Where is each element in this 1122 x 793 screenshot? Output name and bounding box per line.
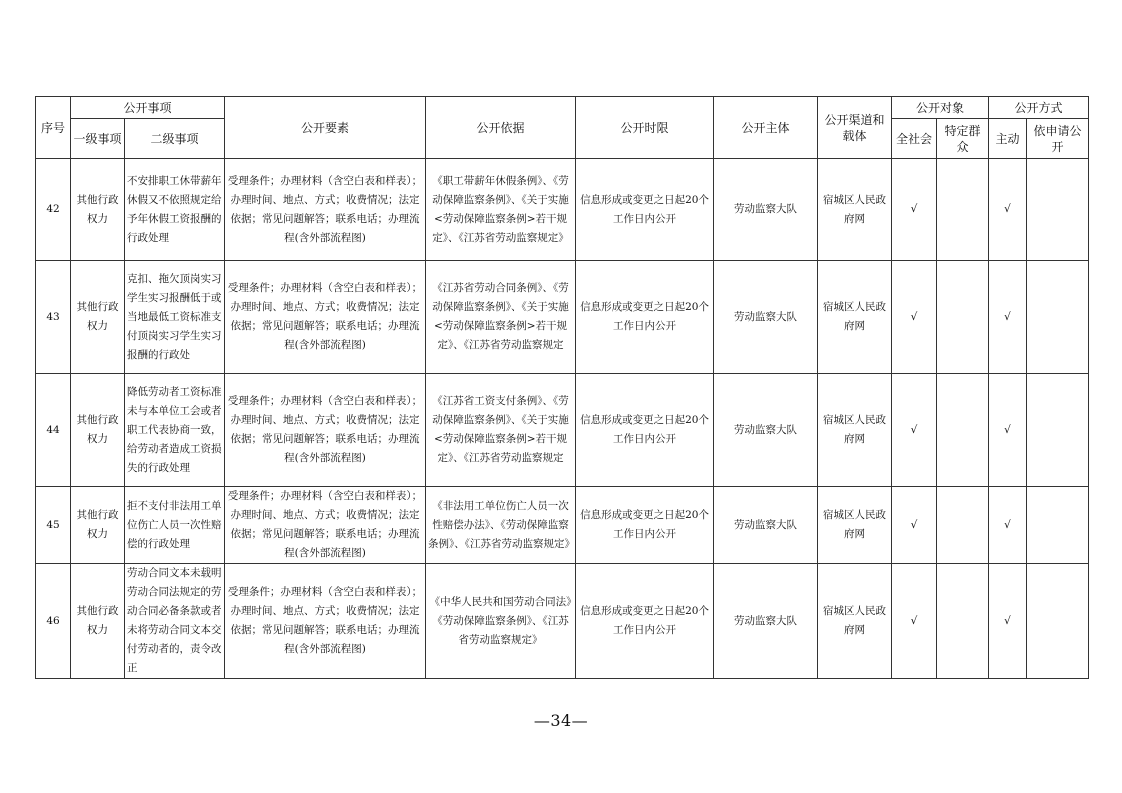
row-subject: 劳动监察大队	[714, 159, 818, 261]
row-no: 42	[36, 159, 71, 261]
header-subject: 公开主体	[714, 97, 818, 159]
row-level1: 其他行政权力	[71, 487, 125, 564]
row-no: 45	[36, 487, 71, 564]
row-mode-active: √	[989, 374, 1027, 487]
table-row	[36, 564, 1089, 679]
table-row	[36, 261, 1089, 374]
table-row	[36, 374, 1089, 487]
row-no: 46	[36, 564, 71, 679]
row-basis: 《江苏省工资支付条例》、《劳动保障监察条例》、《关于实施<劳动保障监察条例>若干规定》、《江苏省劳动监察规定	[426, 374, 576, 487]
row-subject: 劳动监察大队	[714, 374, 818, 487]
row-mode-active: √	[989, 564, 1027, 679]
row-level1: 其他行政权力	[71, 374, 125, 487]
header-time-limit: 公开时限	[576, 97, 714, 159]
row-target-specific	[937, 487, 989, 564]
row-target-specific	[937, 374, 989, 487]
row-target-specific	[937, 261, 989, 374]
row-no: 43	[36, 261, 71, 374]
row-target-specific	[937, 159, 989, 261]
row-level2: 拒不支付非法用工单位伤亡人员一次性赔偿的行政处理	[125, 487, 225, 564]
row-elements: 受理条件；办理材料（含空白表和样表）；办理时间、地点、方式；收费情况；法定依据；常见问题解答；联系电话；办理流程(含外部流程图)	[225, 487, 426, 564]
table-header	[36, 97, 1089, 159]
header-mode-apply: 依申请公开	[1027, 119, 1089, 159]
header-target-specific: 特定群众	[937, 119, 989, 159]
row-basis: 《江苏省劳动合同条例》、《劳动保障监察条例》、《关于实施<劳动保障监察条例>若干规定》、《江苏省劳动监察规定	[426, 261, 576, 374]
row-time-limit: 信息形成或变更之日起20个工作日内公开	[576, 159, 714, 261]
row-level2: 劳动合同文本未载明劳动合同法规定的劳动合同必备条款或者未将劳动合同文本交付劳动者的，责令改正	[125, 564, 225, 679]
row-target-specific	[937, 564, 989, 679]
row-level2: 不安排职工休带薪年休假又不依照规定给予年休假工资报酬的行政处理	[125, 159, 225, 261]
row-target-all: √	[892, 487, 937, 564]
row-level2: 克扣、拖欠顶岗实习学生实习报酬低于或当地最低工资标准支付顶岗实习学生实习报酬的行政处	[125, 261, 225, 374]
row-mode-apply	[1027, 564, 1089, 679]
row-time-limit: 信息形成或变更之日起20个工作日内公开	[576, 261, 714, 374]
row-mode-apply	[1027, 261, 1089, 374]
row-no: 44	[36, 374, 71, 487]
row-basis: 《中华人民共和国劳动合同法》《劳动保障监察条例》、《江苏省劳动监察规定》	[426, 564, 576, 679]
row-mode-apply	[1027, 159, 1089, 261]
row-channel: 宿城区人民政府网	[818, 487, 892, 564]
row-subject: 劳动监察大队	[714, 487, 818, 564]
row-elements: 受理条件；办理材料（含空白表和样表）；办理时间、地点、方式；收费情况；法定依据；常见问题解答；联系电话；办理流程(含外部流程图)	[225, 564, 426, 679]
row-channel: 宿城区人民政府网	[818, 564, 892, 679]
header-level2: 二级事项	[125, 119, 225, 159]
disclosure-table	[35, 96, 1089, 679]
row-basis: 《职工带薪年休假条例》、《劳动保障监察条例》、《关于实施<劳动保障监察条例>若干规定》、《江苏省劳动监察规定》	[426, 159, 576, 261]
row-mode-apply	[1027, 487, 1089, 564]
page-number: —34—	[533, 711, 589, 730]
header-target: 公开对象	[892, 97, 989, 119]
row-channel: 宿城区人民政府网	[818, 159, 892, 261]
row-basis: 《非法用工单位伤亡人员一次性赔偿办法》、《劳动保障监察条例》、《江苏省劳动监察规定》	[426, 487, 576, 564]
row-target-all: √	[892, 564, 937, 679]
header-mode: 公开方式	[989, 97, 1089, 119]
row-level1: 其他行政权力	[71, 564, 125, 679]
row-mode-active: √	[989, 487, 1027, 564]
row-mode-apply	[1027, 374, 1089, 487]
row-level2: 降低劳动者工资标准未与本单位工会或者职工代表协商一致，给劳动者造成工资损失的行政处理	[125, 374, 225, 487]
header-matter: 公开事项	[71, 97, 225, 119]
header-mode-active: 主动	[989, 119, 1027, 159]
header-channel: 公开渠道和载体	[818, 97, 892, 159]
row-target-all: √	[892, 159, 937, 261]
row-subject: 劳动监察大队	[714, 261, 818, 374]
header-elements: 公开要素	[225, 97, 426, 159]
row-mode-active: √	[989, 159, 1027, 261]
row-subject: 劳动监察大队	[714, 564, 818, 679]
row-time-limit: 信息形成或变更之日起20个工作日内公开	[576, 564, 714, 679]
row-elements: 受理条件；办理材料（含空白表和样表）；办理时间、地点、方式；收费情况；法定依据；常见问题解答；联系电话；办理流程(含外部流程图)	[225, 159, 426, 261]
row-level1: 其他行政权力	[71, 159, 125, 261]
row-mode-active: √	[989, 261, 1027, 374]
row-target-all: √	[892, 374, 937, 487]
table-row	[36, 159, 1089, 261]
header-target-all: 全社会	[892, 119, 937, 159]
row-elements: 受理条件；办理材料（含空白表和样表）；办理时间、地点、方式；收费情况；法定依据；常见问题解答；联系电话；办理流程(含外部流程图)	[225, 374, 426, 487]
row-target-all: √	[892, 261, 937, 374]
header-level1: 一级事项	[71, 119, 125, 159]
header-basis: 公开依据	[426, 97, 576, 159]
row-time-limit: 信息形成或变更之日起20个工作日内公开	[576, 374, 714, 487]
table-row	[36, 487, 1089, 564]
row-elements: 受理条件；办理材料（含空白表和样表）；办理时间、地点、方式；收费情况；法定依据；常见问题解答；联系电话；办理流程(含外部流程图)	[225, 261, 426, 374]
row-level1: 其他行政权力	[71, 261, 125, 374]
row-channel: 宿城区人民政府网	[818, 261, 892, 374]
header-no: 序号	[36, 97, 71, 159]
row-time-limit: 信息形成或变更之日起20个工作日内公开	[576, 487, 714, 564]
row-channel: 宿城区人民政府网	[818, 374, 892, 487]
